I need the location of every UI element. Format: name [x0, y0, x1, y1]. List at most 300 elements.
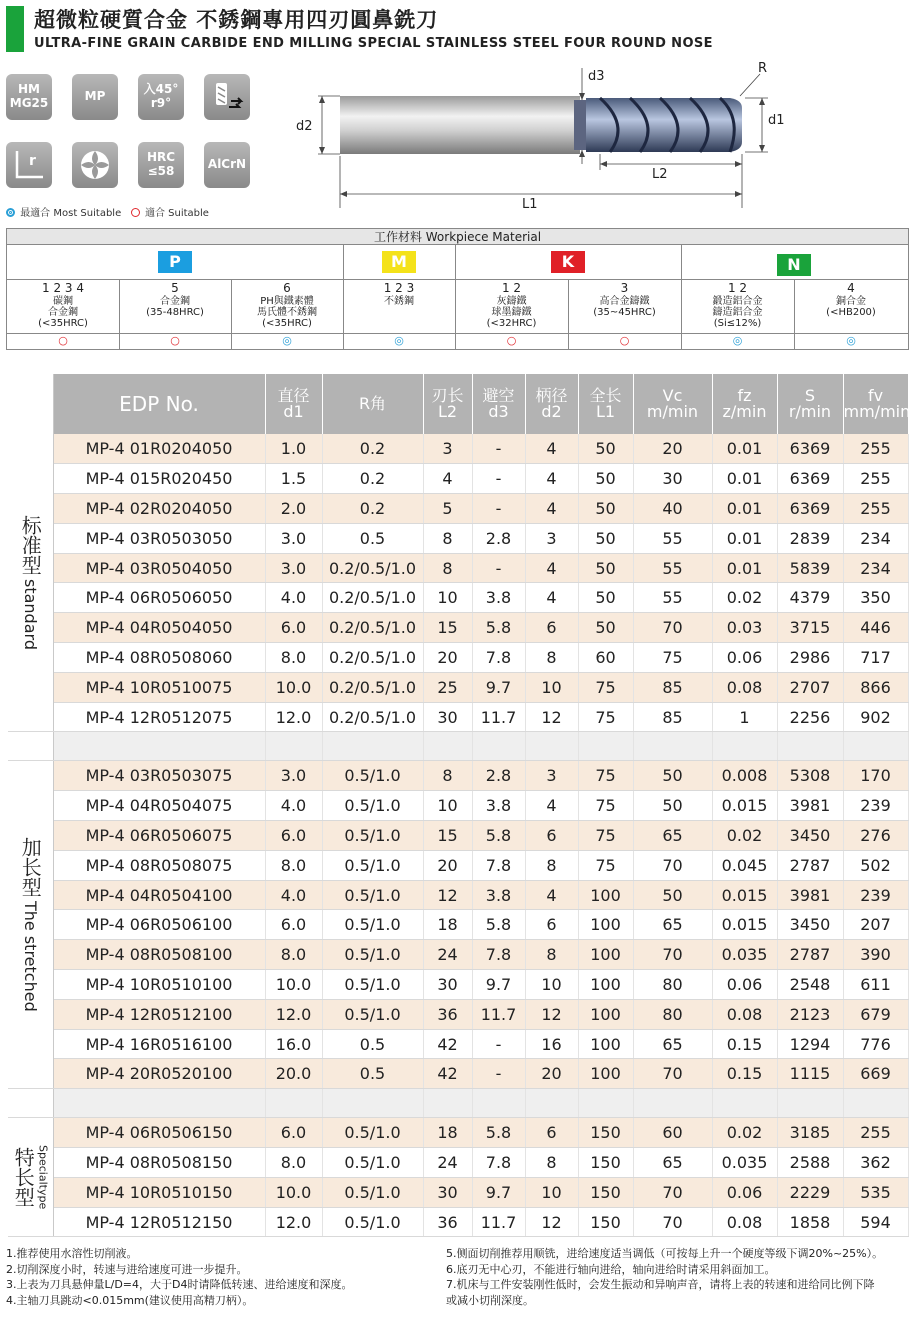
table-cell: 100 — [578, 1059, 633, 1089]
material-name-line: 合金鋼 — [160, 296, 190, 307]
group-title-cn: 标准型 — [18, 515, 43, 576]
table-cell: 11.7 — [472, 702, 525, 732]
badge-text: AlCrN — [207, 157, 247, 172]
table-cell: 0.5/1.0 — [322, 940, 423, 970]
table-cell: 3185 — [777, 1118, 843, 1148]
badge-text: r9° — [150, 96, 172, 110]
material-name-line: (<35HRC) — [38, 318, 88, 329]
table-cell: 100 — [578, 1029, 633, 1059]
table-cell: 0.03 — [712, 613, 777, 643]
table-cell: MP-4 08R0508060 — [53, 643, 265, 673]
table-cell: 50 — [578, 494, 633, 524]
table-cell: 100 — [578, 910, 633, 940]
spacer-cell — [53, 732, 265, 761]
most-suitable-icon: ◎ — [282, 334, 292, 347]
table-cell: 717 — [843, 643, 908, 673]
table-cell: 6.0 — [265, 1118, 322, 1148]
corner-radius-icon — [6, 142, 52, 188]
table-row — [8, 672, 908, 702]
table-cell: MP-4 10R0510100 — [53, 970, 265, 1000]
hardness-badge — [138, 142, 184, 188]
row-divider — [7, 279, 908, 280]
table-cell: 0.045 — [712, 850, 777, 880]
table-cell: 100 — [578, 970, 633, 1000]
table-cell: 6.0 — [265, 613, 322, 643]
spacer-cell — [578, 732, 633, 761]
material-column-name — [119, 296, 231, 318]
table-cell: 0.5/1.0 — [322, 1148, 423, 1178]
table-row — [8, 850, 908, 880]
table-cell: MP-4 04R0504050 — [53, 613, 265, 643]
table-row — [8, 1059, 908, 1089]
table-cell: 40 — [633, 494, 712, 524]
table-cell: 0.5/1.0 — [322, 880, 423, 910]
d3-label: d3 — [588, 69, 605, 84]
table-cell: 0.15 — [712, 1059, 777, 1089]
table-row — [8, 702, 908, 732]
table-cell: 75 — [633, 643, 712, 673]
note-line: 4.主轴刀具跳动<0.015mm(建议使用高精刀柄）。 — [6, 1293, 254, 1307]
material-grade-badge — [6, 74, 52, 120]
table-cell: 0.2/0.5/1.0 — [322, 702, 423, 732]
table-cell: MP-4 04R0504075 — [53, 791, 265, 821]
table-cell: 55 — [633, 583, 712, 613]
note-line: 或减小切削深度。 — [446, 1293, 534, 1307]
spacer-cell — [322, 1089, 423, 1118]
table-cell: 6369 — [777, 494, 843, 524]
table-cell: 0.01 — [712, 494, 777, 524]
d2-label: d2 — [296, 119, 313, 134]
table-row — [8, 1029, 908, 1059]
material-column-name — [681, 296, 794, 329]
legend-suitable-en: Suitable — [168, 208, 209, 219]
table-cell: 18 — [423, 1118, 472, 1148]
table-cell: MP-4 02R0204050 — [53, 494, 265, 524]
spacer-cell — [777, 732, 843, 761]
suitable-icon — [131, 208, 140, 217]
table-cell: 4.0 — [265, 583, 322, 613]
table-cell: 0.5/1.0 — [322, 761, 423, 791]
table-cell: 0.5/1.0 — [322, 999, 423, 1029]
table-row — [8, 761, 908, 791]
table-cell: 669 — [843, 1059, 908, 1089]
table-cell: 6 — [525, 910, 578, 940]
table-row — [8, 523, 908, 553]
title-accent-bar — [6, 6, 24, 52]
table-cell: 0.015 — [712, 910, 777, 940]
table-cell: 2707 — [777, 672, 843, 702]
table-cell: 42 — [423, 1029, 472, 1059]
r-label: R — [758, 61, 768, 76]
badge-text: r — [29, 153, 36, 169]
table-cell: 6.0 — [265, 910, 322, 940]
table-cell: 36 — [423, 1207, 472, 1237]
material-column-name — [343, 296, 455, 307]
material-column-name — [231, 296, 343, 329]
table-cell: 20 — [633, 434, 712, 464]
material-column-number: 4 — [847, 281, 855, 295]
table-cell: 0.15 — [712, 1029, 777, 1059]
badge-text: MG25 — [9, 96, 49, 110]
table-cell: 150 — [578, 1207, 633, 1237]
table-cell: 0.015 — [712, 791, 777, 821]
material-name-line: (<HB200) — [826, 307, 876, 318]
table-cell: 0.08 — [712, 999, 777, 1029]
table-cell: 3 — [525, 523, 578, 553]
header-r: R角 — [322, 374, 423, 434]
spacer-cell — [8, 732, 53, 761]
table-cell: 866 — [843, 672, 908, 702]
table-cell: 4 — [525, 880, 578, 910]
material-name-line: 銅合金 — [836, 296, 866, 307]
table-cell: 15 — [423, 613, 472, 643]
material-name-line: (<35HRC) — [262, 318, 312, 329]
table-cell: 50 — [578, 434, 633, 464]
spacer-cell — [265, 1089, 322, 1118]
table-row — [8, 464, 908, 494]
material-table-title: 工作材料 Workpiece Material — [7, 229, 908, 245]
table-cell: 3 — [423, 434, 472, 464]
table-cell: 170 — [843, 761, 908, 791]
page-subtitle: ULTRA-FINE GRAIN CARBIDE END MILLING SPECIAL STAINLESS STEEL FOUR ROUND NOSE — [34, 36, 713, 51]
material-name-line: 球墨鑄鐵 — [491, 307, 532, 318]
material-name-line: 高合金鑄鐵 — [599, 296, 650, 307]
header-fv: fv mm/min — [843, 374, 908, 434]
group-label-special — [8, 1118, 53, 1237]
table-cell: 3.0 — [265, 523, 322, 553]
material-column-number: 1 2 — [501, 281, 522, 295]
table-header-row — [8, 374, 908, 434]
spacer-cell — [8, 1089, 53, 1118]
table-cell: 5.8 — [472, 910, 525, 940]
table-cell: 1.0 — [265, 434, 322, 464]
most-suitable-icon — [6, 208, 15, 217]
material-name-line: 碳鋼 — [53, 296, 73, 307]
coating-badge — [204, 142, 250, 188]
material-name-line: (Si≤12%) — [713, 318, 762, 329]
table-cell: 75 — [578, 821, 633, 851]
table-cell: 1 — [712, 702, 777, 732]
table-cell: 0.06 — [712, 970, 777, 1000]
table-cell: 0.035 — [712, 940, 777, 970]
table-cell: 10 — [525, 672, 578, 702]
table-cell: 10.0 — [265, 1177, 322, 1207]
table-row — [8, 1118, 908, 1148]
table-cell: 3.8 — [472, 791, 525, 821]
table-cell: 0.2/0.5/1.0 — [322, 553, 423, 583]
table-cell: 85 — [633, 702, 712, 732]
table-cell: 60 — [633, 1118, 712, 1148]
table-cell: 65 — [633, 1148, 712, 1178]
table-cell: 9.7 — [472, 672, 525, 702]
table-cell: 0.01 — [712, 553, 777, 583]
table-cell: MP-4 04R0504100 — [53, 880, 265, 910]
table-cell: 3715 — [777, 613, 843, 643]
table-cell: 30 — [423, 1177, 472, 1207]
spacer-cell — [633, 1089, 712, 1118]
table-cell: 502 — [843, 850, 908, 880]
usage-notes-left — [6, 1246, 436, 1308]
table-cell: 80 — [633, 999, 712, 1029]
table-cell: 65 — [633, 821, 712, 851]
table-cell: 70 — [633, 1207, 712, 1237]
page-title: 超微粒硬質合金 不銹鋼專用四刃圓鼻銑刀 — [34, 8, 439, 32]
table-cell: 7.8 — [472, 1148, 525, 1178]
table-cell: 4 — [525, 434, 578, 464]
table-cell: 12 — [525, 999, 578, 1029]
table-cell: 50 — [578, 464, 633, 494]
note-line: 3.上表为刀具悬伸量L/D=4，大于D4时请降低转速、进给速度和深度。 — [6, 1278, 353, 1291]
table-cell: 0.02 — [712, 583, 777, 613]
table-cell: MP-4 06R0506075 — [53, 821, 265, 851]
table-cell: MP-4 10R0510075 — [53, 672, 265, 702]
table-cell: 50 — [633, 791, 712, 821]
table-cell: 70 — [633, 850, 712, 880]
table-cell: MP-4 12R0512100 — [53, 999, 265, 1029]
table-cell: 6369 — [777, 464, 843, 494]
workpiece-material-table — [6, 228, 909, 350]
material-name-line: (35-48HRC) — [146, 307, 204, 318]
spacer-cell — [525, 732, 578, 761]
table-cell: 11.7 — [472, 1207, 525, 1237]
table-cell: 4 — [525, 553, 578, 583]
table-row — [8, 999, 908, 1029]
table-cell: 239 — [843, 791, 908, 821]
header-l1: 全长 L1 — [578, 374, 633, 434]
table-row — [8, 821, 908, 851]
material-name-line: PH與鐵素體 — [260, 296, 314, 307]
group-title-cn: 加长型 — [18, 837, 43, 898]
table-cell: 12.0 — [265, 999, 322, 1029]
table-cell: 50 — [633, 761, 712, 791]
table-cell: 5839 — [777, 553, 843, 583]
table-cell: MP-4 03R0504050 — [53, 553, 265, 583]
table-cell: 2.0 — [265, 494, 322, 524]
tool-shank — [340, 96, 580, 154]
table-row — [8, 970, 908, 1000]
table-cell: 8.0 — [265, 940, 322, 970]
table-cell: 8 — [423, 553, 472, 583]
header-edp: EDP No. — [53, 374, 265, 434]
group-title-cn: 特长型 — [11, 1147, 36, 1208]
table-cell: 6 — [525, 1118, 578, 1148]
table-cell: 0.01 — [712, 523, 777, 553]
table-cell: 0.5/1.0 — [322, 970, 423, 1000]
table-cell: 3981 — [777, 791, 843, 821]
spacer-cell — [843, 1089, 908, 1118]
table-cell: 8.0 — [265, 850, 322, 880]
table-cell: 75 — [578, 791, 633, 821]
material-group-m: M — [382, 251, 416, 273]
header-d3: 避空 d3 — [472, 374, 525, 434]
table-cell: 6 — [525, 613, 578, 643]
table-cell: 20 — [423, 850, 472, 880]
table-cell: 5.8 — [472, 821, 525, 851]
legend-suitable-cn: 適合 — [144, 208, 165, 219]
material-name-line: 鑄造鋁合金 — [712, 307, 763, 318]
suitable-icon: ○ — [170, 334, 180, 347]
material-column-name — [568, 296, 681, 318]
table-cell: 50 — [578, 523, 633, 553]
product-spec-table — [8, 374, 911, 1237]
table-cell: 4379 — [777, 583, 843, 613]
tool-dimension-diagram — [290, 58, 810, 218]
material-name-line: 馬氏體不銹鋼 — [257, 307, 317, 318]
header-d2: 柄径 d2 — [525, 374, 578, 434]
table-cell: - — [472, 464, 525, 494]
spacer-row — [8, 732, 908, 761]
material-column-number: 1 2 3 — [383, 281, 415, 295]
table-cell: 55 — [633, 523, 712, 553]
table-cell: 0.5/1.0 — [322, 1207, 423, 1237]
table-cell: 0.2/0.5/1.0 — [322, 583, 423, 613]
table-cell: 10 — [525, 1177, 578, 1207]
table-cell: 36 — [423, 999, 472, 1029]
table-cell: 30 — [423, 970, 472, 1000]
table-cell: 0.06 — [712, 1177, 777, 1207]
table-cell: 1.5 — [265, 464, 322, 494]
table-cell: 4.0 — [265, 791, 322, 821]
series-badge — [72, 74, 118, 120]
legend-most-cn: 最適合 — [20, 208, 51, 219]
material-name-line: (35~45HRC) — [593, 307, 656, 318]
material-column-name — [794, 296, 908, 318]
table-cell: 0.2 — [322, 464, 423, 494]
table-cell: 75 — [578, 672, 633, 702]
table-cell: 24 — [423, 940, 472, 970]
table-cell: 3981 — [777, 880, 843, 910]
material-column-name — [7, 296, 119, 329]
table-cell: 902 — [843, 702, 908, 732]
table-cell: 2986 — [777, 643, 843, 673]
table-cell: 4 — [525, 583, 578, 613]
table-cell: 65 — [633, 1029, 712, 1059]
spacer-row — [8, 1089, 908, 1118]
table-cell: 0.5 — [322, 523, 423, 553]
table-cell: 8 — [525, 940, 578, 970]
table-cell: 8 — [525, 1148, 578, 1178]
table-cell: 234 — [843, 553, 908, 583]
table-cell: 12.0 — [265, 702, 322, 732]
table-cell: 0.02 — [712, 1118, 777, 1148]
material-name-line: 合金鋼 — [48, 307, 78, 318]
note-line: 1.推荐使用水溶性切削液。 — [6, 1247, 138, 1260]
table-cell: 0.5/1.0 — [322, 1177, 423, 1207]
group-label-stretched — [8, 761, 53, 1089]
table-cell: 4 — [525, 494, 578, 524]
table-cell: MP-4 01R0204050 — [53, 434, 265, 464]
table-cell: 18 — [423, 910, 472, 940]
table-cell: 5308 — [777, 761, 843, 791]
table-cell: 0.5/1.0 — [322, 821, 423, 851]
most-suitable-icon: ◎ — [394, 334, 404, 347]
table-cell: 0.2 — [322, 434, 423, 464]
legend-most-en: Most Suitable — [53, 208, 122, 219]
table-cell: 390 — [843, 940, 908, 970]
table-cell: 5.8 — [472, 1118, 525, 1148]
table-cell: 776 — [843, 1029, 908, 1059]
table-cell: 12 — [525, 702, 578, 732]
table-cell: 3450 — [777, 821, 843, 851]
spacer-cell — [712, 732, 777, 761]
table-cell: 2229 — [777, 1177, 843, 1207]
table-cell: 25 — [423, 672, 472, 702]
cutter-icon — [204, 74, 250, 120]
table-cell: 9.7 — [472, 1177, 525, 1207]
table-cell: 50 — [578, 613, 633, 643]
group-title-en: standard — [20, 579, 40, 651]
table-cell: 4 — [525, 791, 578, 821]
material-column-number: 5 — [171, 281, 179, 295]
table-cell: 535 — [843, 1177, 908, 1207]
table-cell: 9.7 — [472, 970, 525, 1000]
d1-label: d1 — [768, 113, 785, 128]
table-cell: 3.8 — [472, 880, 525, 910]
header-d1: 直径 d1 — [265, 374, 322, 434]
material-group-k: K — [551, 251, 585, 273]
table-cell: 30 — [633, 464, 712, 494]
table-row — [8, 643, 908, 673]
table-cell: 4 — [423, 464, 472, 494]
table-row — [8, 1177, 908, 1207]
table-row — [8, 940, 908, 970]
table-cell: 75 — [578, 850, 633, 880]
table-cell: 2588 — [777, 1148, 843, 1178]
material-column-name — [455, 296, 568, 329]
table-cell: 0.2/0.5/1.0 — [322, 672, 423, 702]
spacer-cell — [525, 1089, 578, 1118]
suitable-icon: ○ — [506, 334, 517, 347]
table-cell: 20 — [525, 1059, 578, 1089]
table-row — [8, 791, 908, 821]
table-cell: 75 — [578, 702, 633, 732]
table-cell: - — [472, 1059, 525, 1089]
table-cell: 80 — [633, 970, 712, 1000]
table-cell: 11.7 — [472, 999, 525, 1029]
table-cell: 16 — [525, 1029, 578, 1059]
table-row — [8, 1207, 908, 1237]
table-cell: 150 — [578, 1148, 633, 1178]
table-cell: - — [472, 1029, 525, 1059]
table-cell: 0.5 — [322, 1059, 423, 1089]
table-cell: 30 — [423, 702, 472, 732]
table-cell: 4.0 — [265, 880, 322, 910]
table-cell: 100 — [578, 999, 633, 1029]
table-cell: 0.5/1.0 — [322, 1118, 423, 1148]
table-cell: 8.0 — [265, 643, 322, 673]
badge-text: MP — [84, 89, 106, 104]
most-suitable-icon: ◎ — [846, 334, 856, 347]
badge-text: 入45° — [143, 82, 179, 97]
group-title-en: The stretched — [20, 901, 40, 1013]
table-cell: 2787 — [777, 850, 843, 880]
suitable-icon: ○ — [58, 334, 68, 347]
table-cell: MP-4 08R0508150 — [53, 1148, 265, 1178]
table-cell: 42 — [423, 1059, 472, 1089]
table-cell: 7.8 — [472, 940, 525, 970]
table-cell: 3450 — [777, 910, 843, 940]
table-cell: 10.0 — [265, 672, 322, 702]
table-cell: 2256 — [777, 702, 843, 732]
table-cell: 50 — [578, 553, 633, 583]
table-cell: 3.0 — [265, 553, 322, 583]
most-suitable-icon: ◎ — [732, 334, 743, 347]
table-cell: MP-4 16R0516100 — [53, 1029, 265, 1059]
table-cell: 4 — [525, 464, 578, 494]
material-column-number: 1 2 3 4 — [42, 281, 84, 295]
table-cell: 594 — [843, 1207, 908, 1237]
table-cell: 20.0 — [265, 1059, 322, 1089]
